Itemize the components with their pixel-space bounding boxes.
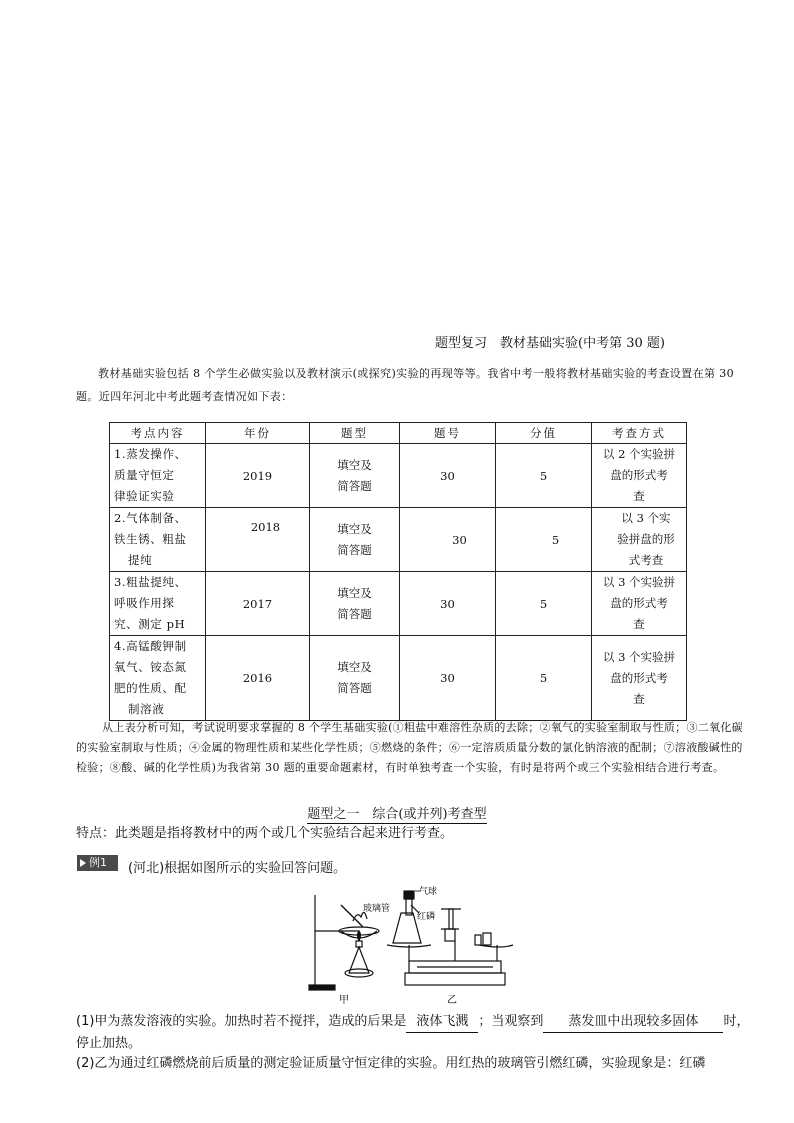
cell-year: 2018 [206, 508, 310, 572]
analysis-paragraph: 从上表分析可知，考试说明要求掌握的 8 个学生基础实验(①粗盐中难溶性杂质的去除；②氧气的实验室制取与性质；③二氧化碳的实验室制取与性质；④金属的物理性质和某些化学性质；⑤燃烧的条件；⑥一定溶质质量分数的氯化钠溶液的配制；⑦溶液酸碱性的检验；⑧酸、碱的化学性质)为我省第 30 题的重要命题素材，有时单独考查一个实验，有时是将两个或三个实验相结合进行考查。 [76, 721, 743, 774]
cell-score: 5 [496, 636, 592, 721]
cell-method: 以 2 个实验拼 盘的形式考 查 [592, 444, 687, 508]
experiment-figure [307, 885, 517, 1011]
table-row [110, 636, 687, 721]
page-title: 题型复习 教材基础实验(中考第 30 题) [435, 336, 665, 351]
cell-score: 5 [496, 444, 592, 508]
answer-blank-1: 液体飞溅 [406, 1011, 478, 1033]
answer-blank-2: 蒸发皿中出现较多固体 [543, 1011, 723, 1033]
cell-content: 4.高锰酸钾制 氧气、铵态氮 肥的性质、配 制溶液 [110, 636, 206, 721]
table-row [110, 508, 687, 572]
cell-type: 填空及 简答题 [310, 444, 400, 508]
question-2: (2)乙为通过红磷燃烧前后质量的测定验证质量守恒定律的实验。用红热的玻璃管引燃红磷，实验现象是：红磷 [76, 1056, 706, 1071]
cell-score: 5 [496, 572, 592, 636]
cell-year: 2019 [206, 444, 310, 508]
cell-content: 1.蒸发操作、 质量守恒定 律验证实验 [110, 444, 206, 508]
table-header: 题型 [310, 423, 400, 444]
table-header: 年份 [206, 423, 310, 444]
cell-content: 2.气体制备、 铁生锈、粗盐 提纯 [110, 508, 206, 572]
cell-year: 2017 [206, 572, 310, 636]
cell-score: 5 [496, 508, 592, 572]
cell-content: 3.粗盐提纯、 呼吸作用探 究、测定 pH [110, 572, 206, 636]
example-text: (河北)根据如图所示的实验回答问题。 [128, 861, 347, 876]
label-jia: 甲 [339, 995, 349, 1006]
section-heading: 题型之一 综合(或并列)考查型 [307, 807, 487, 822]
cell-type: 填空及 简答题 [310, 572, 400, 636]
cell-method: 以 3 个实验拼 盘的形式考 查 [592, 636, 687, 721]
table-header: 题号 [400, 423, 496, 444]
table-header: 考查方式 [592, 423, 687, 444]
cell-number: 30 [400, 572, 496, 636]
table-row [110, 444, 687, 508]
cell-method: 以 3 个实 验拼盘的形 式考查 [592, 508, 687, 572]
question-1: (1)甲为蒸发溶液的实验。加热时若不搅拌，造成的后果是 液体飞溅 ；当观察到 蒸发皿中出现较多固体 时，停止加热。 [76, 1011, 756, 1054]
table-header: 分值 [496, 423, 592, 444]
apparatus-illustration [307, 885, 517, 1007]
cell-number: 30 [400, 444, 496, 508]
cell-method: 以 3 个实验拼 盘的形式考 查 [592, 572, 687, 636]
cell-type: 填空及 简答题 [310, 508, 400, 572]
label-phosphorus: 红磷 [417, 912, 436, 922]
cell-type: 填空及 简答题 [310, 636, 400, 721]
label-yi: 乙 [447, 995, 457, 1006]
intro-paragraph: 教材基础实验包括 8 个学生必做实验以及教材演示(或探究)实验的再现等等。我省中考一般将教材基础实验的考查设置在第 30 题。近四年河北中考此题考查情况如下表： [76, 367, 735, 403]
cell-number: 30 [400, 508, 496, 572]
exam-table [109, 422, 687, 721]
cell-number: 30 [400, 636, 496, 721]
table-header-row [110, 423, 687, 444]
feature-text: 特点：此类题是指将教材中的两个或几个实验结合起来进行考查。 [76, 826, 454, 841]
label-balloon: 气球 [419, 887, 438, 897]
table-header: 考点内容 [110, 423, 206, 444]
table-row [110, 572, 687, 636]
label-tube: 玻璃管 [363, 904, 391, 914]
play-triangle-icon [80, 859, 86, 867]
cell-year: 2016 [206, 636, 310, 721]
example-badge: 例1 [77, 855, 118, 871]
